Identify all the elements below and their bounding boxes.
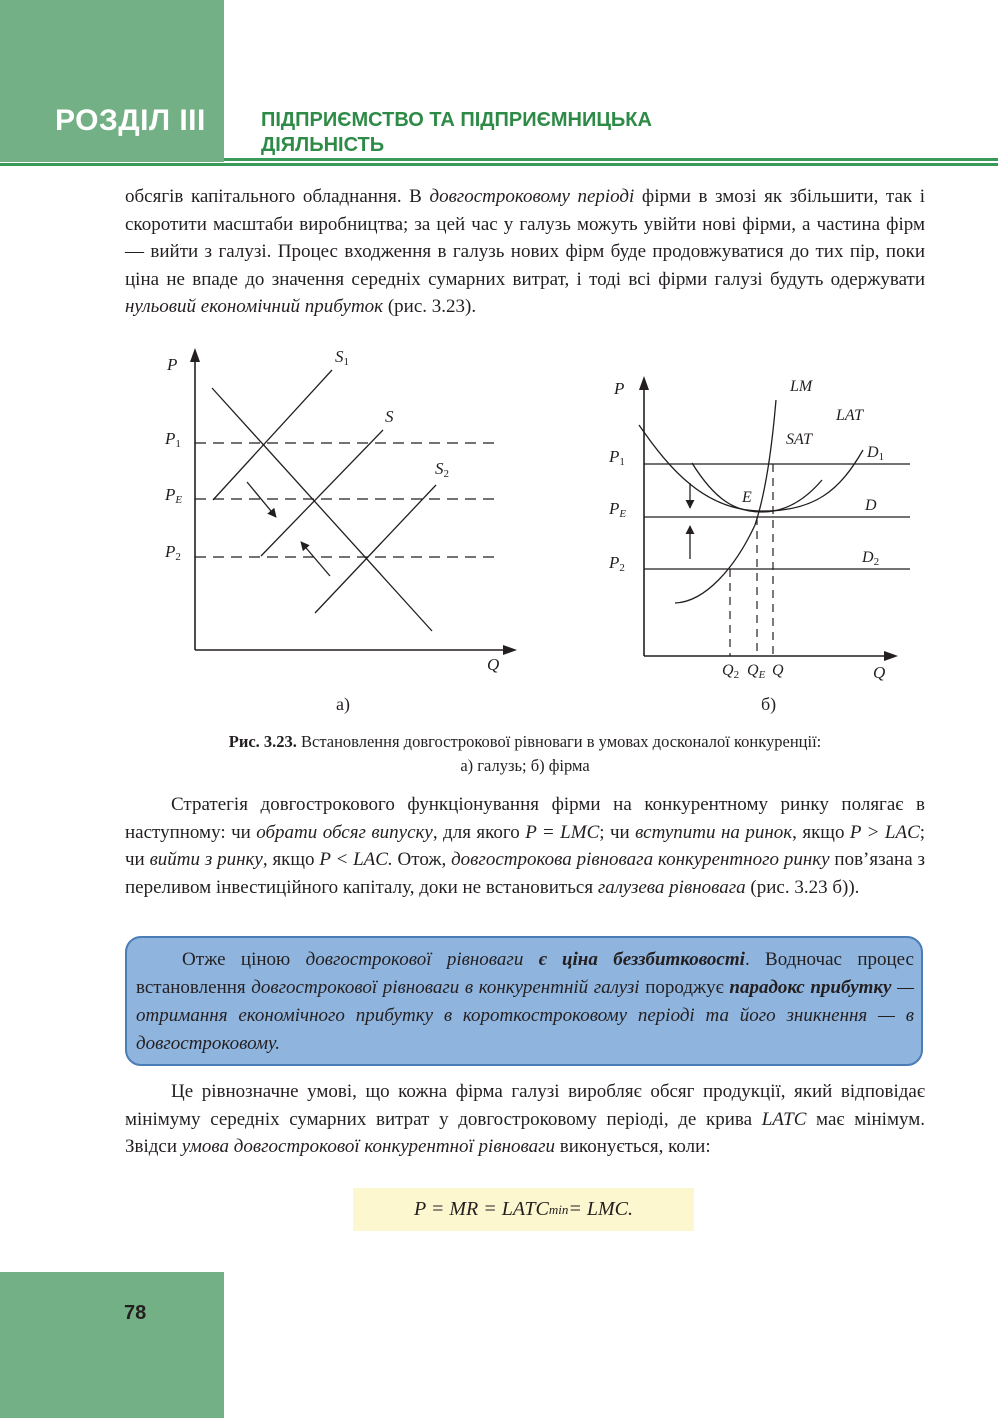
figure-3-23 — [125, 340, 925, 725]
label-p1: P1 — [609, 447, 625, 468]
text: пов’язана з переливом інвестиційного капіталу, доки не встановиться — [125, 849, 925, 898]
paragraph-2 — [125, 791, 925, 901]
text: Отже ціною — [182, 949, 306, 970]
label-p2: P2 — [609, 553, 625, 574]
emphasis: вийти з ринку — [149, 849, 263, 870]
text: виконується, коли: — [555, 1136, 711, 1157]
paragraph-3 — [125, 1078, 925, 1161]
label-q2: Q2 — [722, 662, 740, 681]
caption-text: Встановлення довгострокової рівноваги в умовах досконалої конкуренції: — [296, 732, 822, 751]
emphasis: довгостроковому періоді — [429, 186, 635, 207]
text: фірми в змозі як збільшити, так і скоротити масштаби виробництва; за цей час у галузь можуть увійти нові фірми, а частина фірм — вийти з галузі. Процес входження в галузь нових фірм буде продовжуватися до тих пір, поки ціна не впаде до значення середніх сумарних витрат, і тоді всі фірми галузі будуть одержувати — [125, 186, 925, 290]
text: . Водночас процес встановлення — [136, 949, 914, 998]
formula-inline: P = LMC — [525, 821, 600, 843]
emphasis: обрати обсяг випуску — [256, 821, 433, 843]
callout-box — [125, 936, 923, 1066]
text: Стратегія довгострокового функціонування фірми на конкурентному ринку полягає в наступному: чи — [125, 794, 925, 843]
text: Це рівнозначне умові, що кожна фірма галузі виробляє обсяг продукції, який відповідає мінімуму середніх сумарних витрат у довгостроковому періоді, де крива — [125, 1081, 925, 1130]
label-p2: P2 — [165, 542, 181, 563]
axis-arrow-icon — [503, 645, 517, 655]
axis-label-p: P — [167, 355, 178, 374]
label-d2: D2 — [862, 549, 880, 568]
emphasis: вступити на ринок — [635, 821, 793, 843]
formula-inline: P < LAC. — [319, 849, 393, 870]
text: , якщо — [792, 821, 850, 843]
label-q: Q — [772, 662, 784, 679]
footer-green-block — [0, 1272, 224, 1418]
supply-curve-s1 — [213, 370, 332, 500]
label-e: E — [742, 489, 752, 506]
page-number: 78 — [124, 1302, 147, 1324]
label-sat: SAT — [786, 431, 813, 448]
axis-label-p: P — [614, 379, 625, 398]
chapter-title-line-2: ДІЯЛЬНІСТЬ — [261, 134, 385, 156]
text: , для якого — [432, 821, 526, 843]
label-d: D — [865, 497, 877, 514]
axis-label-q: Q — [873, 663, 886, 682]
label-lm: LM — [790, 378, 813, 395]
formula-box — [353, 1188, 694, 1231]
label-pe: PE — [609, 499, 627, 520]
text: породжує — [639, 977, 730, 998]
strong-emphasis: є ціна беззбитковості — [523, 949, 745, 970]
emphasis: галузева рівновага — [597, 876, 746, 898]
text: ; чи — [125, 821, 926, 870]
figure-caption — [125, 730, 925, 778]
text: Отож, — [392, 849, 452, 870]
emphasis: LATC — [761, 1108, 807, 1130]
label-p1: P1 — [165, 429, 181, 450]
emphasis: довгострокової рівноваги в конкурентній галузі — [251, 977, 640, 998]
paragraph-1 — [125, 183, 925, 321]
strong-emphasis: парадокс прибутку — [729, 977, 892, 998]
supply-curve-s — [261, 430, 383, 556]
figure-a-industry — [164, 347, 517, 715]
label-s2: S2 — [435, 459, 449, 480]
caption-line-1 — [125, 730, 925, 754]
formula-inline: P > LAC — [849, 821, 920, 843]
label-pe: PE — [165, 485, 183, 506]
emphasis: умова довгострокової конкурентної рівноваги — [181, 1136, 556, 1157]
text: (рис. 3.23 б)). — [745, 876, 860, 898]
axis-arrow-icon — [190, 348, 200, 362]
header-rule-full — [0, 163, 998, 166]
emphasis: довгострокова рівновага конкурентного ринку — [451, 849, 830, 870]
shift-arrow-icon — [301, 542, 330, 576]
chapter-title-line-1: ПІДПРИЄМСТВО ТА ПІДПРИЄМНИЦЬКА — [261, 109, 652, 131]
formula-right: = LMC. — [568, 1198, 633, 1220]
header-rule — [224, 158, 998, 161]
caption-number: Рис. 3.23. — [228, 732, 297, 751]
label-lat: LAT — [836, 407, 863, 424]
chapter-title — [261, 108, 781, 158]
figure-b-firm — [608, 376, 910, 715]
section-label: РОЗДІЛ ІІІ — [55, 104, 206, 137]
caption-line-2: а) галузь; б) фірма — [460, 756, 590, 775]
formula-subscript: min — [548, 1201, 569, 1217]
callout-text — [136, 946, 914, 1058]
supply-curve-s2 — [315, 485, 436, 613]
emphasis: довгострокової рівноваги — [305, 949, 524, 970]
label-qe: QE — [747, 662, 766, 681]
text: , якщо — [262, 849, 320, 870]
label-s1: S1 — [335, 347, 349, 368]
text: (рис. 3.23). — [383, 296, 477, 317]
text: ; чи — [599, 821, 636, 843]
formula-left: P = MR = LATC — [414, 1198, 549, 1220]
figure-a-label: а) — [336, 694, 350, 714]
figure-b-label: б) — [761, 694, 777, 714]
demand-curve — [212, 388, 432, 631]
text: обсягів капітального обладнання. В — [125, 186, 430, 207]
axis-label-q: Q — [487, 655, 500, 674]
axis-arrow-icon — [884, 651, 898, 661]
label-s: S — [385, 407, 394, 426]
text: має мінімум. Звідси — [125, 1108, 925, 1157]
emphasis: нульовий економічний прибуток — [125, 296, 384, 317]
label-d1: D1 — [867, 444, 885, 463]
sat-curve — [692, 463, 822, 512]
axis-arrow-icon — [639, 376, 649, 390]
emphasis: — отримання економічного прибутку в короткостроковому періоді та його зникнення — в довгостроковому. — [136, 977, 914, 1054]
